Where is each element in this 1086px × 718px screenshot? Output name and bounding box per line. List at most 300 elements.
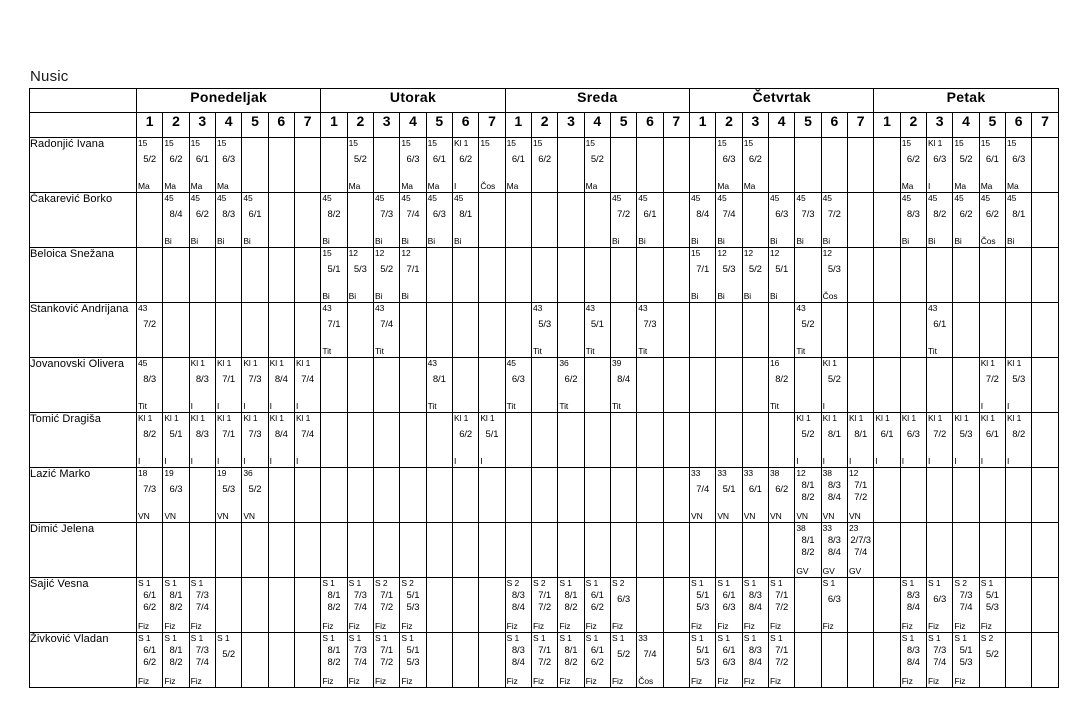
lesson-cell[interactable] xyxy=(1006,303,1032,358)
lesson-cell[interactable] xyxy=(137,248,163,303)
lesson-cell[interactable] xyxy=(479,468,505,523)
lesson-cell[interactable] xyxy=(900,138,926,193)
lesson-cell[interactable] xyxy=(215,138,241,193)
lesson-cell[interactable] xyxy=(347,248,373,303)
lesson-cell[interactable] xyxy=(558,303,584,358)
lesson-cell[interactable] xyxy=(742,193,768,248)
lesson-cell[interactable] xyxy=(215,468,241,523)
lesson-cell[interactable] xyxy=(215,413,241,468)
lesson-cell[interactable] xyxy=(637,633,663,688)
lesson-cell[interactable] xyxy=(531,468,557,523)
lesson-cell[interactable] xyxy=(400,358,426,413)
lesson-cell[interactable] xyxy=(821,413,847,468)
lesson-cell[interactable] xyxy=(531,193,557,248)
lesson-cell[interactable] xyxy=(321,193,347,248)
lesson-cell[interactable] xyxy=(927,193,953,248)
lesson-cell[interactable] xyxy=(742,138,768,193)
lesson-cell[interactable] xyxy=(716,633,742,688)
lesson-cell[interactable] xyxy=(874,303,900,358)
lesson-cell[interactable] xyxy=(610,248,636,303)
lesson-cell[interactable] xyxy=(268,468,294,523)
lesson-cell[interactable] xyxy=(452,193,478,248)
lesson-cell[interactable] xyxy=(137,633,163,688)
lesson-cell[interactable] xyxy=(505,578,531,633)
lesson-cell[interactable] xyxy=(769,138,795,193)
lesson-cell[interactable] xyxy=(374,358,400,413)
lesson-cell[interactable] xyxy=(426,358,452,413)
lesson-cell[interactable] xyxy=(795,578,821,633)
lesson-cell[interactable] xyxy=(953,633,979,688)
lesson-cell[interactable] xyxy=(953,138,979,193)
lesson-cell[interactable] xyxy=(795,138,821,193)
lesson-cell[interactable] xyxy=(663,303,689,358)
lesson-cell[interactable] xyxy=(374,633,400,688)
lesson-cell[interactable] xyxy=(979,303,1005,358)
lesson-cell[interactable] xyxy=(268,193,294,248)
lesson-cell[interactable] xyxy=(637,468,663,523)
lesson-cell[interactable] xyxy=(716,303,742,358)
lesson-cell[interactable] xyxy=(900,633,926,688)
lesson-cell[interactable] xyxy=(690,193,716,248)
lesson-cell[interactable] xyxy=(321,248,347,303)
lesson-cell[interactable] xyxy=(163,578,189,633)
lesson-cell[interactable] xyxy=(242,413,268,468)
lesson-cell[interactable] xyxy=(531,303,557,358)
lesson-cell[interactable] xyxy=(848,413,874,468)
lesson-cell[interactable] xyxy=(637,248,663,303)
lesson-cell[interactable] xyxy=(848,138,874,193)
lesson-cell[interactable] xyxy=(531,413,557,468)
lesson-cell[interactable] xyxy=(189,138,215,193)
lesson-cell[interactable] xyxy=(505,193,531,248)
lesson-cell[interactable] xyxy=(242,138,268,193)
lesson-cell[interactable] xyxy=(505,523,531,578)
lesson-cell[interactable] xyxy=(584,138,610,193)
lesson-cell[interactable] xyxy=(479,138,505,193)
lesson-cell[interactable] xyxy=(215,303,241,358)
lesson-cell[interactable] xyxy=(505,468,531,523)
lesson-cell[interactable] xyxy=(584,358,610,413)
lesson-cell[interactable] xyxy=(347,303,373,358)
lesson-cell[interactable] xyxy=(637,358,663,413)
lesson-cell[interactable] xyxy=(1006,413,1032,468)
lesson-cell[interactable] xyxy=(979,523,1005,578)
lesson-cell[interactable] xyxy=(769,358,795,413)
lesson-cell[interactable] xyxy=(821,578,847,633)
lesson-cell[interactable] xyxy=(795,413,821,468)
lesson-cell[interactable] xyxy=(242,468,268,523)
lesson-cell[interactable] xyxy=(610,413,636,468)
lesson-cell[interactable] xyxy=(294,303,320,358)
lesson-cell[interactable] xyxy=(479,358,505,413)
lesson-cell[interactable] xyxy=(821,303,847,358)
lesson-cell[interactable] xyxy=(137,468,163,523)
lesson-cell[interactable] xyxy=(294,468,320,523)
lesson-cell[interactable] xyxy=(716,248,742,303)
lesson-cell[interactable] xyxy=(716,468,742,523)
lesson-cell[interactable] xyxy=(979,193,1005,248)
lesson-cell[interactable] xyxy=(242,193,268,248)
lesson-cell[interactable] xyxy=(1032,138,1058,193)
lesson-cell[interactable] xyxy=(821,468,847,523)
lesson-cell[interactable] xyxy=(637,303,663,358)
lesson-cell[interactable] xyxy=(637,138,663,193)
lesson-cell[interactable] xyxy=(690,578,716,633)
lesson-cell[interactable] xyxy=(610,303,636,358)
lesson-cell[interactable] xyxy=(584,303,610,358)
lesson-cell[interactable] xyxy=(663,248,689,303)
lesson-cell[interactable] xyxy=(347,468,373,523)
lesson-cell[interactable] xyxy=(610,633,636,688)
lesson-cell[interactable] xyxy=(927,578,953,633)
lesson-cell[interactable] xyxy=(690,633,716,688)
lesson-cell[interactable] xyxy=(874,633,900,688)
lesson-cell[interactable] xyxy=(742,578,768,633)
lesson-cell[interactable] xyxy=(294,248,320,303)
lesson-cell[interactable] xyxy=(927,138,953,193)
lesson-cell[interactable] xyxy=(927,413,953,468)
lesson-cell[interactable] xyxy=(742,303,768,358)
lesson-cell[interactable] xyxy=(769,468,795,523)
lesson-cell[interactable] xyxy=(400,578,426,633)
lesson-cell[interactable] xyxy=(874,248,900,303)
lesson-cell[interactable] xyxy=(953,193,979,248)
lesson-cell[interactable] xyxy=(900,193,926,248)
lesson-cell[interactable] xyxy=(979,248,1005,303)
lesson-cell[interactable] xyxy=(268,138,294,193)
lesson-cell[interactable] xyxy=(163,303,189,358)
lesson-cell[interactable] xyxy=(374,193,400,248)
lesson-cell[interactable] xyxy=(769,413,795,468)
lesson-cell[interactable] xyxy=(874,413,900,468)
lesson-cell[interactable] xyxy=(848,303,874,358)
lesson-cell[interactable] xyxy=(505,633,531,688)
lesson-cell[interactable] xyxy=(479,523,505,578)
lesson-cell[interactable] xyxy=(953,523,979,578)
lesson-cell[interactable] xyxy=(505,358,531,413)
lesson-cell[interactable] xyxy=(531,358,557,413)
lesson-cell[interactable] xyxy=(268,358,294,413)
lesson-cell[interactable] xyxy=(400,523,426,578)
lesson-cell[interactable] xyxy=(189,413,215,468)
lesson-cell[interactable] xyxy=(979,413,1005,468)
lesson-cell[interactable] xyxy=(1032,578,1058,633)
lesson-cell[interactable] xyxy=(242,578,268,633)
lesson-cell[interactable] xyxy=(400,193,426,248)
lesson-cell[interactable] xyxy=(347,413,373,468)
lesson-cell[interactable] xyxy=(347,633,373,688)
lesson-cell[interactable] xyxy=(189,468,215,523)
lesson-cell[interactable] xyxy=(163,633,189,688)
lesson-cell[interactable] xyxy=(795,468,821,523)
lesson-cell[interactable] xyxy=(584,468,610,523)
lesson-cell[interactable] xyxy=(848,468,874,523)
lesson-cell[interactable] xyxy=(1032,413,1058,468)
lesson-cell[interactable] xyxy=(374,523,400,578)
lesson-cell[interactable] xyxy=(531,138,557,193)
lesson-cell[interactable] xyxy=(268,523,294,578)
lesson-cell[interactable] xyxy=(610,523,636,578)
lesson-cell[interactable] xyxy=(821,248,847,303)
lesson-cell[interactable] xyxy=(189,358,215,413)
lesson-cell[interactable] xyxy=(848,578,874,633)
lesson-cell[interactable] xyxy=(663,633,689,688)
lesson-cell[interactable] xyxy=(479,413,505,468)
lesson-cell[interactable] xyxy=(558,358,584,413)
lesson-cell[interactable] xyxy=(137,523,163,578)
lesson-cell[interactable] xyxy=(690,523,716,578)
lesson-cell[interactable] xyxy=(452,633,478,688)
lesson-cell[interactable] xyxy=(769,633,795,688)
lesson-cell[interactable] xyxy=(558,468,584,523)
lesson-cell[interactable] xyxy=(663,468,689,523)
lesson-cell[interactable] xyxy=(189,248,215,303)
lesson-cell[interactable] xyxy=(558,248,584,303)
lesson-cell[interactable] xyxy=(769,303,795,358)
lesson-cell[interactable] xyxy=(1032,358,1058,413)
lesson-cell[interactable] xyxy=(874,138,900,193)
lesson-cell[interactable] xyxy=(1006,468,1032,523)
lesson-cell[interactable] xyxy=(163,358,189,413)
lesson-cell[interactable] xyxy=(347,523,373,578)
lesson-cell[interactable] xyxy=(1006,578,1032,633)
lesson-cell[interactable] xyxy=(716,413,742,468)
lesson-cell[interactable] xyxy=(663,138,689,193)
lesson-cell[interactable] xyxy=(927,358,953,413)
lesson-cell[interactable] xyxy=(1006,138,1032,193)
lesson-cell[interactable] xyxy=(742,523,768,578)
lesson-cell[interactable] xyxy=(821,193,847,248)
lesson-cell[interactable] xyxy=(531,523,557,578)
lesson-cell[interactable] xyxy=(900,468,926,523)
lesson-cell[interactable] xyxy=(426,303,452,358)
lesson-cell[interactable] xyxy=(795,523,821,578)
lesson-cell[interactable] xyxy=(294,523,320,578)
lesson-cell[interactable] xyxy=(374,413,400,468)
lesson-cell[interactable] xyxy=(268,578,294,633)
lesson-cell[interactable] xyxy=(242,633,268,688)
lesson-cell[interactable] xyxy=(1032,193,1058,248)
lesson-cell[interactable] xyxy=(558,523,584,578)
lesson-cell[interactable] xyxy=(531,578,557,633)
lesson-cell[interactable] xyxy=(137,413,163,468)
lesson-cell[interactable] xyxy=(979,358,1005,413)
lesson-cell[interactable] xyxy=(452,578,478,633)
lesson-cell[interactable] xyxy=(1032,303,1058,358)
lesson-cell[interactable] xyxy=(374,578,400,633)
lesson-cell[interactable] xyxy=(452,358,478,413)
lesson-cell[interactable] xyxy=(900,358,926,413)
lesson-cell[interactable] xyxy=(769,523,795,578)
lesson-cell[interactable] xyxy=(215,193,241,248)
lesson-cell[interactable] xyxy=(795,303,821,358)
lesson-cell[interactable] xyxy=(610,468,636,523)
lesson-cell[interactable] xyxy=(242,248,268,303)
lesson-cell[interactable] xyxy=(663,578,689,633)
lesson-cell[interactable] xyxy=(1006,523,1032,578)
lesson-cell[interactable] xyxy=(294,193,320,248)
lesson-cell[interactable] xyxy=(584,413,610,468)
lesson-cell[interactable] xyxy=(690,248,716,303)
lesson-cell[interactable] xyxy=(900,303,926,358)
lesson-cell[interactable] xyxy=(294,633,320,688)
lesson-cell[interactable] xyxy=(479,193,505,248)
lesson-cell[interactable] xyxy=(137,193,163,248)
lesson-cell[interactable] xyxy=(321,633,347,688)
lesson-cell[interactable] xyxy=(505,248,531,303)
lesson-cell[interactable] xyxy=(242,358,268,413)
lesson-cell[interactable] xyxy=(795,193,821,248)
lesson-cell[interactable] xyxy=(426,578,452,633)
lesson-cell[interactable] xyxy=(452,303,478,358)
lesson-cell[interactable] xyxy=(400,413,426,468)
lesson-cell[interactable] xyxy=(584,633,610,688)
lesson-cell[interactable] xyxy=(452,523,478,578)
lesson-cell[interactable] xyxy=(189,303,215,358)
lesson-cell[interactable] xyxy=(215,633,241,688)
lesson-cell[interactable] xyxy=(321,303,347,358)
lesson-cell[interactable] xyxy=(558,138,584,193)
lesson-cell[interactable] xyxy=(558,578,584,633)
lesson-cell[interactable] xyxy=(742,248,768,303)
lesson-cell[interactable] xyxy=(558,633,584,688)
lesson-cell[interactable] xyxy=(374,138,400,193)
lesson-cell[interactable] xyxy=(531,248,557,303)
lesson-cell[interactable] xyxy=(400,468,426,523)
lesson-cell[interactable] xyxy=(927,468,953,523)
lesson-cell[interactable] xyxy=(663,413,689,468)
lesson-cell[interactable] xyxy=(953,248,979,303)
lesson-cell[interactable] xyxy=(137,303,163,358)
lesson-cell[interactable] xyxy=(452,248,478,303)
lesson-cell[interactable] xyxy=(347,193,373,248)
lesson-cell[interactable] xyxy=(294,413,320,468)
lesson-cell[interactable] xyxy=(795,248,821,303)
lesson-cell[interactable] xyxy=(769,248,795,303)
lesson-cell[interactable] xyxy=(848,248,874,303)
lesson-cell[interactable] xyxy=(137,358,163,413)
lesson-cell[interactable] xyxy=(848,633,874,688)
lesson-cell[interactable] xyxy=(690,413,716,468)
lesson-cell[interactable] xyxy=(953,303,979,358)
lesson-cell[interactable] xyxy=(716,138,742,193)
lesson-cell[interactable] xyxy=(426,633,452,688)
lesson-cell[interactable] xyxy=(953,413,979,468)
lesson-cell[interactable] xyxy=(163,468,189,523)
lesson-cell[interactable] xyxy=(400,633,426,688)
lesson-cell[interactable] xyxy=(663,358,689,413)
lesson-cell[interactable] xyxy=(531,633,557,688)
lesson-cell[interactable] xyxy=(215,523,241,578)
lesson-cell[interactable] xyxy=(742,468,768,523)
lesson-cell[interactable] xyxy=(374,248,400,303)
lesson-cell[interactable] xyxy=(716,358,742,413)
lesson-cell[interactable] xyxy=(321,138,347,193)
lesson-cell[interactable] xyxy=(795,633,821,688)
lesson-cell[interactable] xyxy=(637,578,663,633)
lesson-cell[interactable] xyxy=(215,358,241,413)
lesson-cell[interactable] xyxy=(1032,523,1058,578)
lesson-cell[interactable] xyxy=(479,248,505,303)
lesson-cell[interactable] xyxy=(742,358,768,413)
lesson-cell[interactable] xyxy=(610,578,636,633)
lesson-cell[interactable] xyxy=(1032,468,1058,523)
lesson-cell[interactable] xyxy=(848,193,874,248)
lesson-cell[interactable] xyxy=(426,468,452,523)
lesson-cell[interactable] xyxy=(953,468,979,523)
lesson-cell[interactable] xyxy=(294,358,320,413)
lesson-cell[interactable] xyxy=(215,248,241,303)
lesson-cell[interactable] xyxy=(927,633,953,688)
lesson-cell[interactable] xyxy=(690,138,716,193)
lesson-cell[interactable] xyxy=(426,413,452,468)
lesson-cell[interactable] xyxy=(953,358,979,413)
lesson-cell[interactable] xyxy=(637,193,663,248)
lesson-cell[interactable] xyxy=(716,578,742,633)
lesson-cell[interactable] xyxy=(742,413,768,468)
lesson-cell[interactable] xyxy=(927,523,953,578)
lesson-cell[interactable] xyxy=(979,633,1005,688)
lesson-cell[interactable] xyxy=(426,138,452,193)
lesson-cell[interactable] xyxy=(900,523,926,578)
lesson-cell[interactable] xyxy=(268,413,294,468)
lesson-cell[interactable] xyxy=(848,523,874,578)
lesson-cell[interactable] xyxy=(321,468,347,523)
lesson-cell[interactable] xyxy=(610,358,636,413)
lesson-cell[interactable] xyxy=(321,578,347,633)
lesson-cell[interactable] xyxy=(821,358,847,413)
lesson-cell[interactable] xyxy=(479,303,505,358)
lesson-cell[interactable] xyxy=(137,578,163,633)
lesson-cell[interactable] xyxy=(242,523,268,578)
lesson-cell[interactable] xyxy=(716,523,742,578)
lesson-cell[interactable] xyxy=(637,523,663,578)
lesson-cell[interactable] xyxy=(663,193,689,248)
lesson-cell[interactable] xyxy=(558,193,584,248)
lesson-cell[interactable] xyxy=(1006,193,1032,248)
lesson-cell[interactable] xyxy=(690,358,716,413)
lesson-cell[interactable] xyxy=(979,138,1005,193)
lesson-cell[interactable] xyxy=(637,413,663,468)
lesson-cell[interactable] xyxy=(479,578,505,633)
lesson-cell[interactable] xyxy=(1032,248,1058,303)
lesson-cell[interactable] xyxy=(874,193,900,248)
lesson-cell[interactable] xyxy=(189,578,215,633)
lesson-cell[interactable] xyxy=(769,193,795,248)
lesson-cell[interactable] xyxy=(321,413,347,468)
lesson-cell[interactable] xyxy=(215,578,241,633)
lesson-cell[interactable] xyxy=(900,578,926,633)
lesson-cell[interactable] xyxy=(610,138,636,193)
lesson-cell[interactable] xyxy=(163,248,189,303)
lesson-cell[interactable] xyxy=(690,303,716,358)
lesson-cell[interactable] xyxy=(610,193,636,248)
lesson-cell[interactable] xyxy=(189,633,215,688)
lesson-cell[interactable] xyxy=(294,138,320,193)
lesson-cell[interactable] xyxy=(953,578,979,633)
lesson-cell[interactable] xyxy=(347,138,373,193)
lesson-cell[interactable] xyxy=(426,248,452,303)
lesson-cell[interactable] xyxy=(242,303,268,358)
lesson-cell[interactable] xyxy=(163,193,189,248)
lesson-cell[interactable] xyxy=(400,303,426,358)
lesson-cell[interactable] xyxy=(374,303,400,358)
lesson-cell[interactable] xyxy=(900,248,926,303)
lesson-cell[interactable] xyxy=(268,303,294,358)
lesson-cell[interactable] xyxy=(927,248,953,303)
lesson-cell[interactable] xyxy=(900,413,926,468)
lesson-cell[interactable] xyxy=(584,193,610,248)
